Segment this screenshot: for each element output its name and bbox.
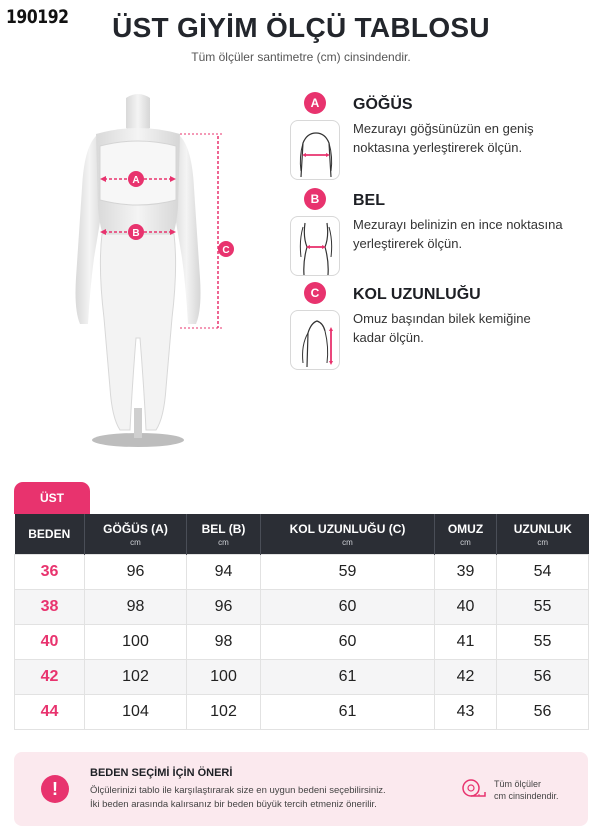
size-cell: 36 [15, 554, 85, 589]
guide-letter-c: C [304, 282, 326, 304]
size-cell: 44 [15, 695, 85, 730]
table-cell: 98 [85, 589, 187, 624]
table-cell: 40 [435, 589, 497, 624]
table-cell: 96 [187, 589, 261, 624]
table-cell: 61 [261, 660, 435, 695]
table-cell: 60 [261, 624, 435, 659]
size-cell: 38 [15, 589, 85, 624]
chest-measure-icon [290, 120, 340, 180]
table-cell: 39 [435, 554, 497, 589]
mannequin-neck [126, 94, 150, 131]
mannequin-marker-b: B [132, 228, 140, 239]
waist-measure-icon [290, 216, 340, 276]
table-cell: 94 [187, 554, 261, 589]
table-cell: 59 [261, 554, 435, 589]
guide-desc-chest: Mezurayı göğsünüzün en geniş noktasına yerleştirerek ölçün. [353, 121, 534, 155]
table-cell: 60 [261, 589, 435, 624]
table-cell: 55 [497, 589, 589, 624]
col-header-kol: KOL UZUNLUĞU (C) cm [261, 514, 435, 554]
guide-waist [288, 188, 598, 268]
arm-length-icon [290, 310, 340, 370]
table-cell: 100 [85, 624, 187, 659]
note-line-2: İki beden arasında kalırsanız bir beden büyük tercih etmeniz önerilir. [90, 799, 377, 810]
table-row [15, 589, 589, 624]
table-cell: 102 [187, 695, 261, 730]
mannequin-illustration [60, 88, 250, 456]
guide-chest [288, 92, 598, 172]
size-recommendation-note [14, 752, 588, 826]
note-line-1: Ölçülerinizi tablo ile karşılaştırarak size en uygun bedeni seçebilirsiniz. [90, 785, 386, 796]
note-title: BEDEN SEÇİMİ İÇİN ÖNERİ [90, 767, 233, 779]
table-cell: 54 [497, 554, 589, 589]
table-header-row [15, 514, 589, 554]
table-row [15, 695, 589, 730]
guide-letter-b: B [304, 188, 326, 210]
measuring-tape-icon [461, 778, 487, 800]
tab-ust[interactable]: ÜST [14, 482, 90, 514]
size-cell: 42 [15, 660, 85, 695]
table-cell: 102 [85, 660, 187, 695]
table-cell: 43 [435, 695, 497, 730]
size-cell: 40 [15, 624, 85, 659]
table-cell: 98 [187, 624, 261, 659]
guide-desc-arm: Omuz başından bilek kemiğine kadar ölçün. [353, 311, 531, 345]
page-subtitle: Tüm ölçüler santimetre (cm) cinsindendir. [191, 50, 411, 64]
mannequin-leggings [100, 234, 175, 430]
table-cell: 41 [435, 624, 497, 659]
guide-letter-a: A [304, 92, 326, 114]
table-cell: 96 [85, 554, 187, 589]
table-row [15, 660, 589, 695]
col-header-beden: BEDEN [15, 514, 85, 554]
table-cell: 61 [261, 695, 435, 730]
exclamation-icon: ! [41, 775, 69, 803]
tape-note: Tüm ölçüler cm cinsindendir. [494, 779, 559, 801]
table-cell: 56 [497, 660, 589, 695]
size-table [14, 514, 589, 730]
col-header-omuz: OMUZ cm [435, 514, 497, 554]
table-row [15, 554, 589, 589]
guide-desc-waist: Mezurayı belinizin en ince noktasına yerleştirerek ölçün. [353, 217, 563, 251]
mannequin-marker-a: A [132, 175, 140, 186]
guide-title-arm: KOL UZUNLUĞU [353, 286, 481, 303]
col-header-uzunluk: UZUNLUK cm [513, 521, 572, 547]
product-code: 190192 [6, 6, 69, 28]
table-cell: 104 [85, 695, 187, 730]
guide-title-waist: BEL [353, 192, 385, 209]
guide-arm-length [288, 282, 598, 362]
table-cell: 42 [435, 660, 497, 695]
table-cell: 55 [497, 624, 589, 659]
table-cell: 56 [497, 695, 589, 730]
page-title: ÜST GİYİM ÖLÇÜ TABLOSU [112, 12, 490, 43]
table-cell: 100 [187, 660, 261, 695]
col-header-gogus: GÖĞÜS (A) cm [85, 514, 187, 554]
guide-title-chest: GÖĞÜS [353, 96, 413, 113]
table-row [15, 624, 589, 659]
col-header-bel: BEL (B) cm [187, 514, 261, 554]
mannequin-marker-c: C [222, 245, 230, 256]
